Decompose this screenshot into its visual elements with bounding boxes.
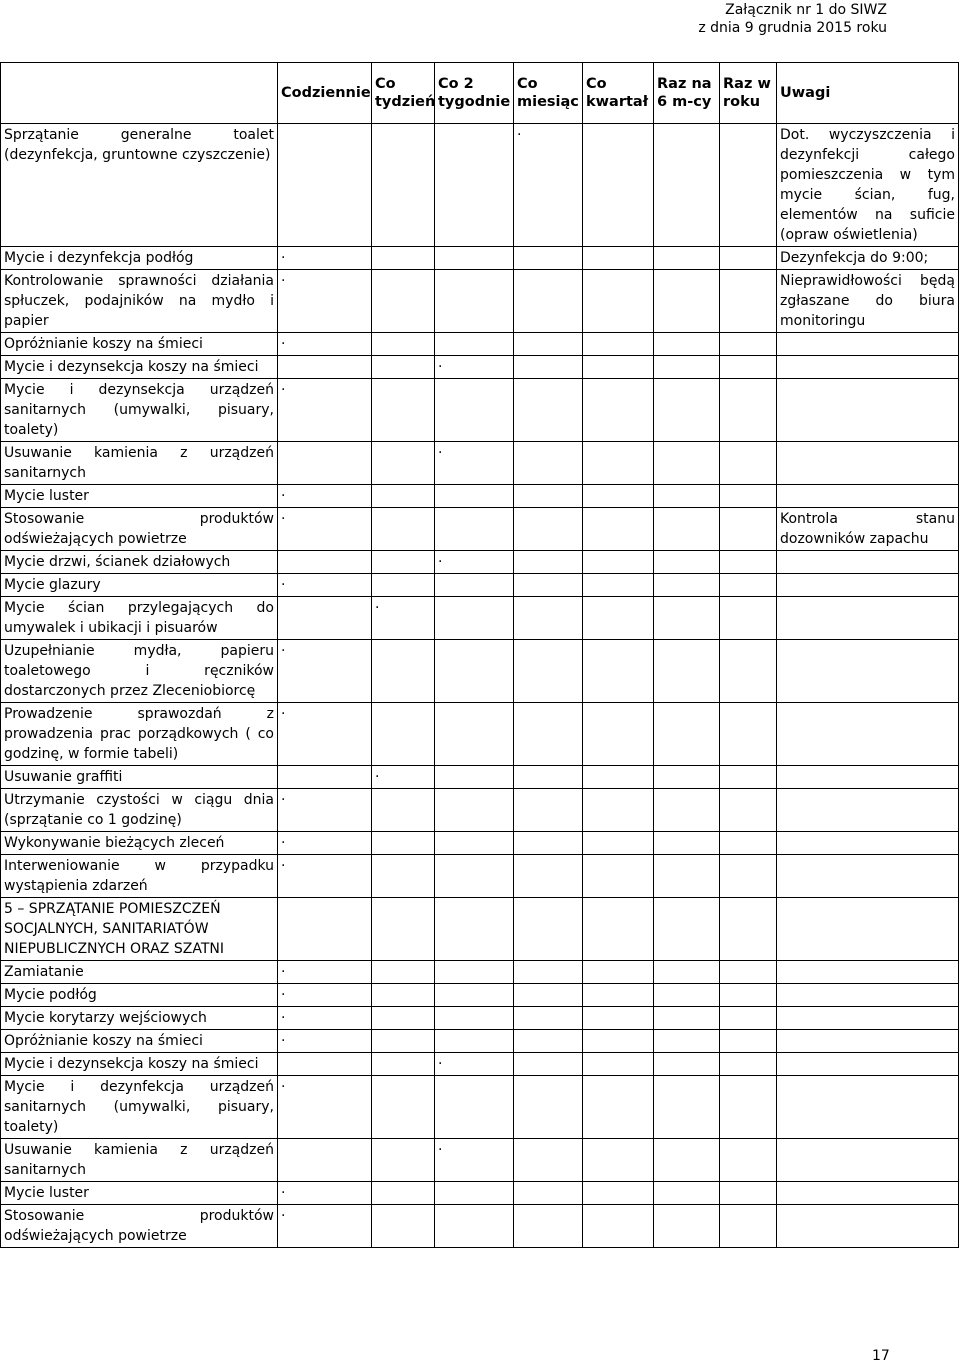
empty-cell-weekly: [372, 832, 435, 855]
empty-cell-quarterly: [583, 640, 654, 703]
notes-cell: [777, 1139, 959, 1182]
empty-cell-weekly: [372, 1205, 435, 1248]
empty-cell-monthly: [514, 832, 583, 855]
empty-cell-weekly: [372, 1007, 435, 1030]
empty-cell-quarterly: [583, 356, 654, 379]
table-row: [1, 789, 959, 832]
table-row: [1, 855, 959, 898]
empty-cell-biweekly: [435, 1007, 514, 1030]
empty-cell-yearly: [720, 1007, 777, 1030]
empty-cell-weekly: [372, 574, 435, 597]
task-cell: Kontrolowanie sprawności działania spłuczek, podajników na mydło i papier: [1, 270, 278, 333]
empty-cell-semiannual: [654, 1182, 720, 1205]
task-cell: Wykonywanie bieżących zleceń: [1, 832, 278, 855]
empty-cell-semiannual: [654, 247, 720, 270]
frequency-mark-daily: ·: [278, 1182, 372, 1205]
empty-cell-semiannual: [654, 898, 720, 961]
table-row: [1, 766, 959, 789]
notes-cell: [777, 832, 959, 855]
table-row: [1, 832, 959, 855]
frequency-mark-daily: ·: [278, 832, 372, 855]
cleaning-schedule-table: [0, 62, 959, 1248]
empty-cell-yearly: [720, 247, 777, 270]
table-row: [1, 356, 959, 379]
table-row: [1, 508, 959, 551]
column-header-quarterly: Co kwartał: [583, 63, 654, 124]
table-row: [1, 270, 959, 333]
empty-cell-yearly: [720, 597, 777, 640]
empty-cell-monthly: [514, 356, 583, 379]
column-header-yearly: Raz w roku: [720, 63, 777, 124]
empty-cell-biweekly: [435, 961, 514, 984]
empty-cell-biweekly: [435, 124, 514, 247]
table-row: [1, 379, 959, 442]
notes-cell: [777, 984, 959, 1007]
empty-cell-monthly: [514, 640, 583, 703]
empty-cell-monthly: [514, 574, 583, 597]
empty-cell-yearly: [720, 356, 777, 379]
empty-cell-monthly: [514, 1053, 583, 1076]
empty-cell-quarterly: [583, 898, 654, 961]
task-cell: Mycie i dezynfekcja podłóg: [1, 247, 278, 270]
empty-cell-quarterly: [583, 832, 654, 855]
empty-cell-monthly: [514, 1205, 583, 1248]
empty-cell-weekly: [372, 1053, 435, 1076]
empty-cell-yearly: [720, 961, 777, 984]
empty-cell-biweekly: [435, 1182, 514, 1205]
empty-cell-biweekly: [435, 485, 514, 508]
empty-cell-weekly: [372, 640, 435, 703]
empty-cell-biweekly: [435, 508, 514, 551]
empty-cell-quarterly: [583, 333, 654, 356]
empty-cell-quarterly: [583, 766, 654, 789]
empty-cell-biweekly: [435, 379, 514, 442]
frequency-mark-daily: ·: [278, 1076, 372, 1139]
empty-cell-biweekly: [435, 574, 514, 597]
empty-cell-semiannual: [654, 485, 720, 508]
empty-cell-quarterly: [583, 597, 654, 640]
frequency-mark-daily: ·: [278, 485, 372, 508]
empty-cell-daily: [278, 442, 372, 485]
empty-cell-weekly: [372, 124, 435, 247]
empty-cell-quarterly: [583, 551, 654, 574]
empty-cell-weekly: [372, 1076, 435, 1139]
empty-cell-semiannual: [654, 1007, 720, 1030]
empty-cell-semiannual: [654, 356, 720, 379]
empty-cell-quarterly: [583, 1205, 654, 1248]
frequency-mark-daily: ·: [278, 508, 372, 551]
task-cell: Usuwanie kamienia z urządzeń sanitarnych: [1, 1139, 278, 1182]
notes-cell: [777, 597, 959, 640]
frequency-mark-daily: ·: [278, 640, 372, 703]
empty-cell-yearly: [720, 333, 777, 356]
empty-cell-quarterly: [583, 703, 654, 766]
page-number: 17: [872, 1348, 890, 1364]
frequency-mark-biweekly: ·: [435, 442, 514, 485]
table-row: [1, 247, 959, 270]
empty-cell-weekly: [372, 356, 435, 379]
empty-cell-weekly: [372, 379, 435, 442]
empty-cell-quarterly: [583, 855, 654, 898]
frequency-mark-daily: ·: [278, 789, 372, 832]
empty-cell-yearly: [720, 124, 777, 247]
empty-cell-semiannual: [654, 766, 720, 789]
empty-cell-monthly: [514, 1076, 583, 1139]
empty-cell-weekly: [372, 247, 435, 270]
frequency-mark-monthly: ·: [514, 124, 583, 247]
notes-cell: [777, 333, 959, 356]
task-cell: Sprzątanie generalne toalet (dezynfekcja, gruntowne czyszczenie): [1, 124, 278, 247]
empty-cell-weekly: [372, 855, 435, 898]
empty-cell-monthly: [514, 766, 583, 789]
empty-cell-monthly: [514, 379, 583, 442]
empty-cell-semiannual: [654, 379, 720, 442]
empty-cell-weekly: [372, 1030, 435, 1053]
frequency-mark-daily: ·: [278, 855, 372, 898]
column-header-task: [1, 63, 278, 124]
task-cell: Mycie luster: [1, 485, 278, 508]
empty-cell-quarterly: [583, 124, 654, 247]
empty-cell-biweekly: [435, 640, 514, 703]
empty-cell-semiannual: [654, 508, 720, 551]
task-cell: Mycie korytarzy wejściowych: [1, 1007, 278, 1030]
task-cell: Mycie ścian przylegających do umywalek i ubikacji i pisuarów: [1, 597, 278, 640]
empty-cell-weekly: [372, 508, 435, 551]
empty-cell-daily: [278, 1053, 372, 1076]
table-row: [1, 1205, 959, 1248]
table-row: [1, 1030, 959, 1053]
empty-cell-semiannual: [654, 442, 720, 485]
table-row: [1, 485, 959, 508]
empty-cell-monthly: [514, 1139, 583, 1182]
empty-cell-semiannual: [654, 1205, 720, 1248]
empty-cell-biweekly: [435, 597, 514, 640]
section-row: [1, 898, 959, 961]
task-cell: Mycie i dezynsekcja urządzeń sanitarnych (umywalki, pisuary, toalety): [1, 379, 278, 442]
empty-cell-daily: [278, 1139, 372, 1182]
empty-cell-quarterly: [583, 1076, 654, 1139]
notes-cell: [777, 640, 959, 703]
column-header-notes: Uwagi: [777, 63, 959, 124]
empty-cell-monthly: [514, 247, 583, 270]
notes-cell: Dezynfekcja do 9:00;: [777, 247, 959, 270]
frequency-mark-biweekly: ·: [435, 356, 514, 379]
table-row: [1, 597, 959, 640]
empty-cell-monthly: [514, 703, 583, 766]
empty-cell-semiannual: [654, 832, 720, 855]
frequency-mark-biweekly: ·: [435, 551, 514, 574]
task-cell: Interweniowanie w przypadku wystąpienia zdarzeń: [1, 855, 278, 898]
notes-cell: [777, 1076, 959, 1139]
empty-cell-semiannual: [654, 1139, 720, 1182]
empty-cell-yearly: [720, 508, 777, 551]
empty-cell-monthly: [514, 1182, 583, 1205]
table-row: [1, 1076, 959, 1139]
empty-cell-weekly: [372, 1182, 435, 1205]
task-cell: Prowadzenie sprawozdań z prowadzenia prac porządkowych ( co godzinę, w formie tabeli): [1, 703, 278, 766]
task-cell: Opróżnianie koszy na śmieci: [1, 333, 278, 356]
empty-cell-quarterly: [583, 508, 654, 551]
frequency-mark-daily: ·: [278, 984, 372, 1007]
empty-cell-semiannual: [654, 333, 720, 356]
empty-cell-quarterly: [583, 984, 654, 1007]
notes-cell: [777, 551, 959, 574]
empty-cell-semiannual: [654, 703, 720, 766]
table-row: [1, 574, 959, 597]
empty-cell-weekly: [372, 551, 435, 574]
empty-cell-yearly: [720, 855, 777, 898]
empty-cell-yearly: [720, 1182, 777, 1205]
task-cell: Usuwanie graffiti: [1, 766, 278, 789]
empty-cell-biweekly: [435, 703, 514, 766]
notes-cell: [777, 1205, 959, 1248]
attachment-title: Załącznik nr 1 do SIWZ: [725, 2, 887, 18]
empty-cell-biweekly: [435, 1205, 514, 1248]
column-header-biweekly: Co 2 tygodnie: [435, 63, 514, 124]
task-cell: Mycie i dezynfekcja urządzeń sanitarnych (umywalki, pisuary, toalety): [1, 1076, 278, 1139]
empty-cell-yearly: [720, 379, 777, 442]
column-header-weekly: Co tydzień: [372, 63, 435, 124]
frequency-mark-daily: ·: [278, 333, 372, 356]
empty-cell-yearly: [720, 1076, 777, 1139]
notes-cell: Nieprawidłowości będą zgłaszane do biura monitoringu: [777, 270, 959, 333]
empty-cell-semiannual: [654, 640, 720, 703]
notes-cell: [777, 379, 959, 442]
frequency-mark-daily: ·: [278, 247, 372, 270]
empty-cell-daily: [278, 766, 372, 789]
empty-cell-monthly: [514, 855, 583, 898]
empty-cell-daily: [278, 597, 372, 640]
table-row: [1, 984, 959, 1007]
frequency-mark-daily: ·: [278, 1007, 372, 1030]
frequency-mark-daily: ·: [278, 379, 372, 442]
empty-cell-quarterly: [583, 1007, 654, 1030]
frequency-mark-weekly: ·: [372, 766, 435, 789]
task-cell: Zamiatanie: [1, 961, 278, 984]
notes-cell: [777, 961, 959, 984]
header-row: [1, 63, 959, 124]
empty-cell-weekly: [372, 961, 435, 984]
empty-cell-yearly: [720, 485, 777, 508]
table-row: [1, 442, 959, 485]
frequency-mark-daily: ·: [278, 1030, 372, 1053]
notes-cell: [777, 574, 959, 597]
notes-cell: [777, 485, 959, 508]
notes-cell: [777, 1007, 959, 1030]
notes-cell: Kontrola stanu dozowników zapachu: [777, 508, 959, 551]
empty-cell-monthly: [514, 551, 583, 574]
notes-cell: [777, 1053, 959, 1076]
empty-cell-weekly: [372, 270, 435, 333]
task-cell: Mycie drzwi, ścianek działowych: [1, 551, 278, 574]
empty-cell-yearly: [720, 789, 777, 832]
column-header-semiannual: Raz na 6 m-cy: [654, 63, 720, 124]
empty-cell-quarterly: [583, 1053, 654, 1076]
empty-cell-weekly: [372, 898, 435, 961]
empty-cell-daily: [278, 898, 372, 961]
empty-cell-yearly: [720, 703, 777, 766]
table-row: [1, 640, 959, 703]
empty-cell-yearly: [720, 442, 777, 485]
table-row: [1, 1007, 959, 1030]
task-cell: Mycie glazury: [1, 574, 278, 597]
empty-cell-semiannual: [654, 270, 720, 333]
empty-cell-monthly: [514, 508, 583, 551]
table-row: [1, 1182, 959, 1205]
notes-cell: [777, 855, 959, 898]
empty-cell-quarterly: [583, 789, 654, 832]
frequency-mark-biweekly: ·: [435, 1053, 514, 1076]
notes-cell: [777, 1030, 959, 1053]
task-cell: Mycie luster: [1, 1182, 278, 1205]
empty-cell-biweekly: [435, 898, 514, 961]
task-cell: Stosowanie produktów odświeżających powietrze: [1, 1205, 278, 1248]
empty-cell-weekly: [372, 333, 435, 356]
empty-cell-semiannual: [654, 855, 720, 898]
empty-cell-daily: [278, 551, 372, 574]
empty-cell-daily: [278, 124, 372, 247]
column-header-monthly: Co miesiąc: [514, 63, 583, 124]
task-cell: Mycie i dezynsekcja koszy na śmieci: [1, 1053, 278, 1076]
empty-cell-biweekly: [435, 270, 514, 333]
empty-cell-biweekly: [435, 789, 514, 832]
task-cell: Mycie podłóg: [1, 984, 278, 1007]
empty-cell-notes: [777, 898, 959, 961]
empty-cell-quarterly: [583, 1182, 654, 1205]
notes-cell: [777, 1182, 959, 1205]
task-cell: Stosowanie produktów odświeżających powietrze: [1, 508, 278, 551]
empty-cell-monthly: [514, 789, 583, 832]
empty-cell-yearly: [720, 1030, 777, 1053]
empty-cell-monthly: [514, 1030, 583, 1053]
empty-cell-biweekly: [435, 247, 514, 270]
empty-cell-semiannual: [654, 124, 720, 247]
empty-cell-semiannual: [654, 984, 720, 1007]
empty-cell-biweekly: [435, 1030, 514, 1053]
empty-cell-semiannual: [654, 961, 720, 984]
empty-cell-biweekly: [435, 766, 514, 789]
empty-cell-yearly: [720, 1205, 777, 1248]
empty-cell-quarterly: [583, 574, 654, 597]
table-row: [1, 961, 959, 984]
empty-cell-semiannual: [654, 1076, 720, 1139]
frequency-mark-daily: ·: [278, 703, 372, 766]
empty-cell-quarterly: [583, 961, 654, 984]
empty-cell-weekly: [372, 442, 435, 485]
notes-cell: [777, 766, 959, 789]
empty-cell-yearly: [720, 766, 777, 789]
table-row: [1, 124, 959, 247]
empty-cell-semiannual: [654, 597, 720, 640]
frequency-mark-daily: ·: [278, 270, 372, 333]
frequency-mark-daily: ·: [278, 574, 372, 597]
notes-cell: [777, 356, 959, 379]
empty-cell-quarterly: [583, 1030, 654, 1053]
empty-cell-quarterly: [583, 1139, 654, 1182]
empty-cell-yearly: [720, 1053, 777, 1076]
empty-cell-weekly: [372, 485, 435, 508]
task-cell: Uzupełnianie mydła, papieru toaletowego i ręczników dostarczonych przez Zleceniobiorcę: [1, 640, 278, 703]
empty-cell-yearly: [720, 270, 777, 333]
empty-cell-monthly: [514, 485, 583, 508]
attachment-date: z dnia 9 grudnia 2015 roku: [698, 20, 887, 36]
empty-cell-yearly: [720, 984, 777, 1007]
empty-cell-semiannual: [654, 1030, 720, 1053]
empty-cell-quarterly: [583, 247, 654, 270]
table-row: [1, 1053, 959, 1076]
empty-cell-monthly: [514, 898, 583, 961]
empty-cell-monthly: [514, 270, 583, 333]
task-cell: Usuwanie kamienia z urządzeń sanitarnych: [1, 442, 278, 485]
table-row: [1, 703, 959, 766]
empty-cell-quarterly: [583, 270, 654, 333]
empty-cell-biweekly: [435, 984, 514, 1007]
frequency-mark-daily: ·: [278, 961, 372, 984]
empty-cell-yearly: [720, 640, 777, 703]
empty-cell-yearly: [720, 1139, 777, 1182]
empty-cell-quarterly: [583, 379, 654, 442]
empty-cell-semiannual: [654, 551, 720, 574]
empty-cell-biweekly: [435, 855, 514, 898]
empty-cell-monthly: [514, 333, 583, 356]
task-cell: Utrzymanie czystości w ciągu dnia (sprzątanie co 1 godzinę): [1, 789, 278, 832]
empty-cell-monthly: [514, 1007, 583, 1030]
frequency-mark-biweekly: ·: [435, 1139, 514, 1182]
column-header-daily: Codziennie: [278, 63, 372, 124]
table-row: [1, 333, 959, 356]
empty-cell-yearly: [720, 832, 777, 855]
table-row: [1, 551, 959, 574]
task-cell: Opróżnianie koszy na śmieci: [1, 1030, 278, 1053]
empty-cell-biweekly: [435, 1076, 514, 1139]
empty-cell-monthly: [514, 597, 583, 640]
empty-cell-biweekly: [435, 832, 514, 855]
notes-cell: [777, 789, 959, 832]
frequency-mark-weekly: ·: [372, 597, 435, 640]
empty-cell-semiannual: [654, 1053, 720, 1076]
empty-cell-weekly: [372, 984, 435, 1007]
table-row: [1, 1139, 959, 1182]
notes-cell: [777, 442, 959, 485]
empty-cell-weekly: [372, 1139, 435, 1182]
empty-cell-monthly: [514, 984, 583, 1007]
empty-cell-monthly: [514, 442, 583, 485]
empty-cell-quarterly: [583, 442, 654, 485]
empty-cell-monthly: [514, 961, 583, 984]
empty-cell-weekly: [372, 703, 435, 766]
empty-cell-yearly: [720, 574, 777, 597]
notes-cell: Dot. wyczyszczenia i dezynfekcji całego pomieszczenia w tym mycie ścian, fug, elementów na suficie (opraw oświetlenia): [777, 124, 959, 247]
empty-cell-semiannual: [654, 574, 720, 597]
empty-cell-biweekly: [435, 333, 514, 356]
empty-cell-weekly: [372, 789, 435, 832]
empty-cell-daily: [278, 356, 372, 379]
task-cell: Mycie i dezynsekcja koszy na śmieci: [1, 356, 278, 379]
notes-cell: [777, 703, 959, 766]
empty-cell-yearly: [720, 551, 777, 574]
frequency-mark-daily: ·: [278, 1205, 372, 1248]
empty-cell-yearly: [720, 898, 777, 961]
empty-cell-semiannual: [654, 789, 720, 832]
section-title: 5 – SPRZĄTANIE POMIESZCZEŃ SOCJALNYCH, SANITARIATÓW NIEPUBLICZNYCH ORAZ SZATNI: [1, 898, 278, 961]
empty-cell-quarterly: [583, 485, 654, 508]
